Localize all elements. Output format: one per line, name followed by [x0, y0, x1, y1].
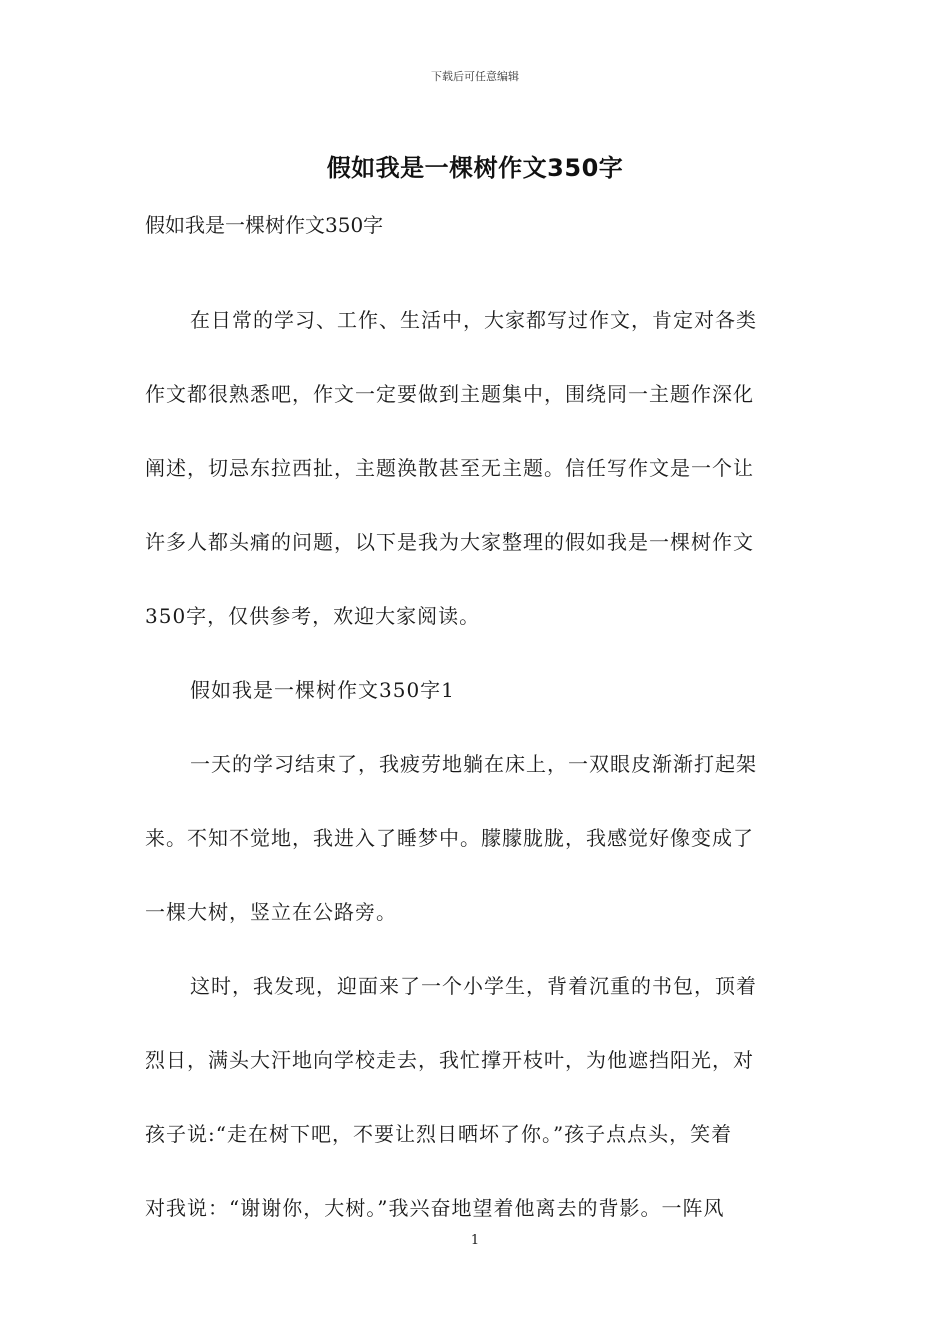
text-line: 这时，我发现，迎面来了一个小学生，背着沉重的书包，顶着 [190, 974, 757, 998]
intro-paragraph [145, 283, 810, 653]
text-line: 一棵大树，竖立在公路旁。 [145, 900, 397, 924]
header-note: 下载后可任意编辑 [431, 70, 519, 83]
paragraph-1 [145, 727, 810, 949]
text-line: 对我说：“谢谢你，大树。”我兴奋地望着他离去的背影。一阵风 [145, 1196, 725, 1220]
subtitle: 假如我是一棵树作文350字 [145, 213, 384, 237]
section-heading: 假如我是一棵树作文350字1 [190, 678, 455, 702]
text-line: 作文都很熟悉吧，作文一定要做到主题集中，围绕同一主题作深化 [145, 382, 754, 406]
text-line: 烈日，满头大汗地向学校走去，我忙撑开枝叶，为他遮挡阳光，对 [145, 1048, 754, 1072]
text-line: 阐述，切忌东拉西扯，主题涣散甚至无主题。信任写作文是一个让 [145, 456, 754, 480]
text-line: 在日常的学习、工作、生活中，大家都写过作文，肯定对各类 [190, 308, 757, 332]
paragraph-2 [145, 949, 810, 1245]
text-line: 一天的学习结束了，我疲劳地躺在床上，一双眼皮渐渐打起架 [190, 752, 757, 776]
text-line: 来。不知不觉地，我进入了睡梦中。朦朦胧胧，我感觉好像变成了 [145, 826, 754, 850]
text-line: 350字，仅供参考，欢迎大家阅读。 [145, 604, 481, 628]
text-line: 孩子说:“走在树下吧，不要让烈日晒坏了你。”孩子点点头，笑着 [145, 1122, 733, 1146]
document-title: 假如我是一棵树作文350字 [326, 154, 624, 182]
section-heading-paragraph [145, 653, 810, 727]
document-body [145, 208, 810, 1245]
text-line: 许多人都头痛的问题，以下是我为大家整理的假如我是一棵树作文 [145, 530, 754, 554]
page-number: 1 [470, 1233, 480, 1248]
